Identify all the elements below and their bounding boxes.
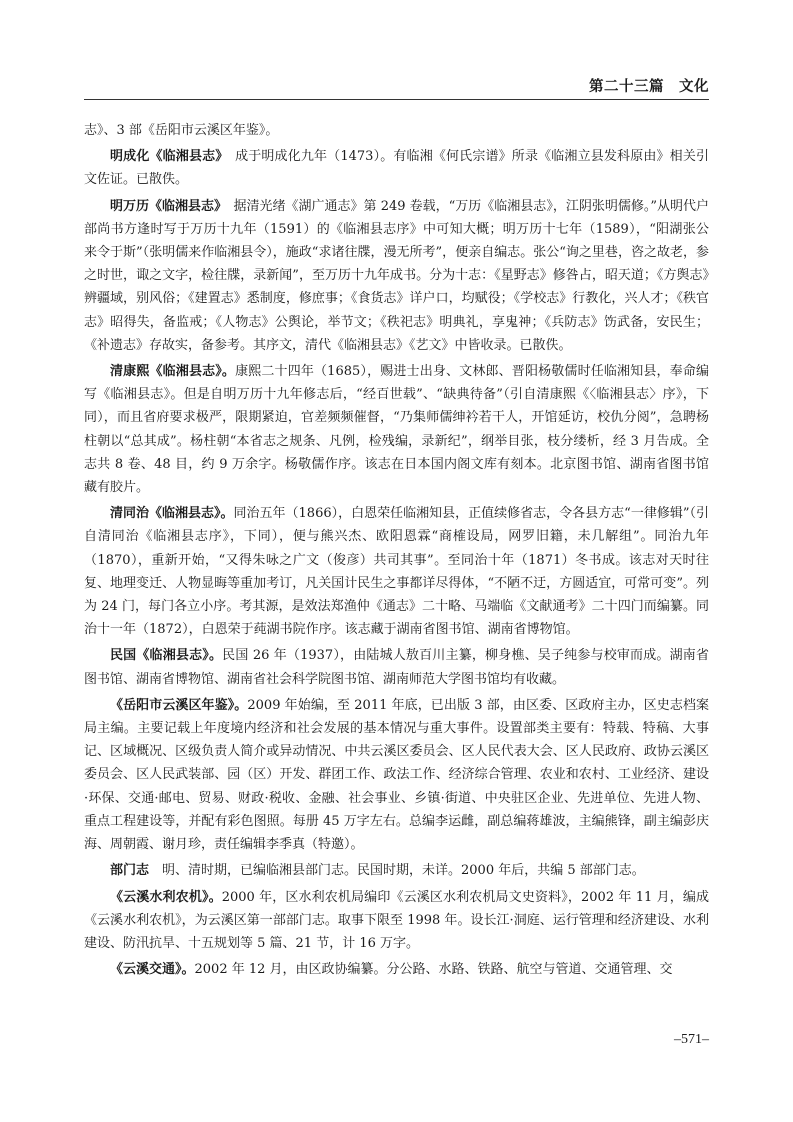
paragraph-lead: 明成化《临湘县志》 [110,149,222,165]
page-header [84,0,709,100]
chapter-title: 第二十三篇 文化 [589,79,709,95]
paragraph-text: 据清光绪《湖广通志》第 249 卷载，“万历《临湘县志》，江阴张明儒修。”从明代户部尚书方逢时写于万历十九年（1591）的《临湘县志序》中可知大概；明万历十七年（1589），“阳湖张公来令于斯”（张明儒来作临湘县令），施政“求诸往牒，漫无所考”，便亲自编志。张公“询之里巷，咨之故老，参之时世，诹之文字，检往牒，录新闻”，至万历十九年成书。分为十志：《星野志》修咎占，昭天道；《方舆志》辨疆域，别风俗；《建置志》悉制度，修庶事；《食货志》详户口，均赋役；《学校志》行教化，兴人才；《秩官志》昭得失，备监戒；《人物志》公舆论，举节文；《秩祀志》明典礼，享鬼神；《兵防志》饬武备，安民生；《补遗志》存故实，备参考。其序文，清代《临湘县志》《艺文》中皆收录。已散佚。 [84,198,709,353]
paragraph-lead: 明万历《临湘县志》 [110,198,221,214]
paragraph-lead: 清康熙《临湘县志》。 [110,364,236,380]
paragraph-lead: 清同治《临湘县志》。 [110,506,234,522]
paragraph [84,360,709,499]
page-number: –571– [674,1032,709,1047]
paragraph-text: 2002 年 12 月，由区政协编纂。分公路、水路、铁路、航空与管道、交通管理、交 [194,962,673,978]
paragraph [84,694,709,856]
paragraph-lead: 《岳阳市云溪区年鉴》。 [110,697,248,713]
paragraph-lead: 部门志 [110,863,150,879]
paragraph-text: 明、清时期，已编临湘县部门志。民国时期，未详。2000 年后，共编 5 部部门志。 [149,863,645,879]
paragraph [84,145,709,191]
paragraph [84,958,709,981]
paragraph-text: 志》、3 部《岳阳市云溪区年鉴》。 [84,123,279,138]
paragraph [84,195,709,357]
paragraph [84,119,709,142]
paragraph-text: 同治五年（1866），白恩荣任临湘知县，正值续修省志，令各县方志“一律修辑”（引自清同治《临湘县志序》，下同），便与熊兴杰、欧阳恩霖“商榷设局，网罗旧籍，未几解组”。同治九年（1870），重新开始，“又得朱咏之广文（俊彦）共司其事”。至同治十年（1871）冬书成。该志对天时往复、地理变迁、人物显晦等重加考订，凡关国计民生之事都详尽得体，“不陋不迂，方圆适宜，可常可变”。列为 24 门，每门各立小序。考其源，是效法郑渔仲《通志》二十略、马端临《文献通考》二十四门而编纂。同治十一年（1872），白恩荣于莼湖书院作序。该志藏于湖南省图书馆、湖南省博物馆。 [84,506,709,638]
paragraph [84,502,709,641]
paragraph-text: 民国 26 年（1937），由陆城人敖百川主纂，柳身樵、吴子纯参与校审而成。湖南省图书馆、湖南省博物馆、湖南省社会科学院图书馆、湖南师范大学图书馆均有收藏。 [84,648,709,687]
paragraph [84,859,709,882]
paragraph-lead: 民国《临湘县志》。 [110,648,223,664]
paragraph-text: 成于明成化九年（1473）。有临湘《何氏宗谱》所录《临湘立县发科原由》相关引文佐证。已散佚。 [84,149,709,188]
paragraph [84,886,709,956]
paragraph-lead: 《云溪交通》。 [110,962,195,978]
paragraph-text: 2000 年，区水利农机局编印《云溪区水利农机局文史资料》，2002 年 11 月，编成《云溪水利农机》，为云溪区第一部部门志。取事下限至 1998 年。设长江·洞庭、运行管理和经济建设、水利建设、防汛抗旱、十五规划等 5 篇、21 节，计 16 万字。 [84,889,709,951]
paragraph-text: 2009 年始编，至 2011 年底，已出版 3 部，由区委、区政府主办，区史志档案局主编。主要记载上年度境内经济和社会发展的基本情况与重大事件。设置部类主要有：特载、特稿、大事记、区域概况、区级负责人简介或异动情况、中共云溪区委员会、区人民代表大会、区人民政府、政协云溪区委员会、区人民武装部、园（区）开发、群团工作、政法工作、经济综合管理、农业和农村、工业经济、建设·环保、交通·邮电、贸易、财政·税收、金融、社会事业、乡镇·街道、中央驻区企业、先进单位、先进人物、重点工程建设等，并配有彩色图照。每册 45 万字左右。总编李运雌，副总编蒋雄波，主编熊锋，副主编彭庆海、周朝霞、谢月珍，责任编辑李季真（特邀）。 [84,697,709,853]
paragraph-lead: 《云溪水利农机》。 [110,889,222,905]
paragraph-text: 康熙二十四年（1685），赐进士出身、文林郎、晋阳杨敬儒时任临湘知县，奉命编写《临湘县志》。但是自明万历十九年修志后，“经百世载”、“缺典待备”（引自清康熙《〈临湘县志〉序》，下同），而且省府要求极严，限期紧迫，官差频频催督，“乃集师儒绅衿若干人，开馆延访，校仇分阅”，急聘杨柱朝以“总其成”。杨柱朝“本省志之规条、凡例，检残编，录新纪”，纲举目张，枝分缕析，经 3 月告成。全志共 8 卷、48 目，约 9 万余字。杨敬儒作序。该志在日本国内阁文库有刻本。北京图书馆、湖南省图书馆藏有胶片。 [84,364,709,496]
document-body [84,119,709,984]
paragraph [84,644,709,690]
